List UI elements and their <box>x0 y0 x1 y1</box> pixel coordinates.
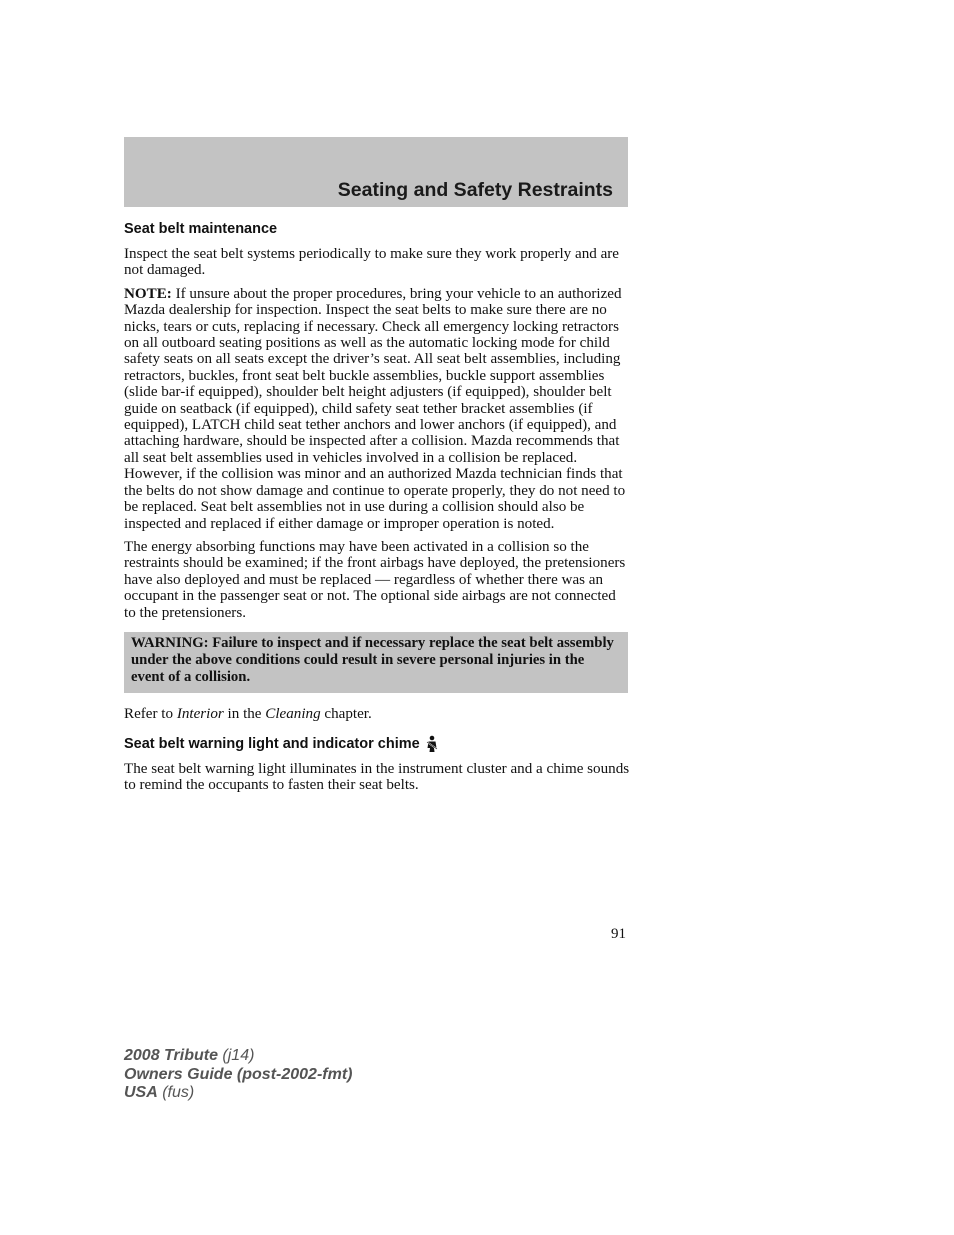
warning-box: WARNING: Failure to inspect and if necessary replace the seat belt assembly under the above conditions could result in severe personal injuries in the event of a collision. <box>124 632 628 693</box>
note-label: NOTE: <box>124 285 172 302</box>
footer-market: USA <box>124 1084 158 1101</box>
refer-prefix: Refer to <box>124 706 177 723</box>
chapter-title: Seating and Safety Restraints <box>337 179 613 201</box>
refer-middle: in the <box>223 706 266 723</box>
footer-line-2 <box>124 1066 352 1085</box>
chapter-header-band <box>124 137 628 207</box>
section-heading-chime <box>124 734 630 754</box>
energy-paragraph: The energy absorbing functions may have been activated in a collision so the restraints should be examined; if the front airbags have deployed, the pretensioners have also deployed and must be replaced — regardless of whether there was an occupant in the passenger seat or not. The optional side airbags are not connected to the pretensioners. <box>124 538 626 621</box>
refer-cleaning: Cleaning <box>265 706 321 723</box>
refer-suffix: chapter. <box>320 706 372 723</box>
document-footer <box>124 1047 352 1103</box>
footer-model: 2008 Tribute <box>124 1047 218 1064</box>
intro-paragraph: Inspect the seat belt systems periodically to make sure they work properly and are not damaged. <box>124 246 619 279</box>
note-text: If unsure about the proper procedures, bring your vehicle to an authorized Mazda dealership for inspection. Inspect the seat belts to make sure there are no nicks, tears or cuts, replacing if necessary. Check all emergency locking retractors on all outboard seating positions as well as the automatic locking mode for child safety seats on all seats except the driver’s seat. All seat belt assemblies, including retractors, buckles, front seat belt buckle assemblies, buckle support assemblies (slide bar-if equipped), shoulder belt height adjusters (if equipped), shoulder belt guide on seatback (if equipped), child safety seat tether bracket assemblies (if equipped), LATCH child seat tether anchors and lower anchors (if equipped), and attaching hardware, should be inspected after a collision. Mazda recommends that all seat belt assemblies used in vehicles involved in a collision be replaced. However, if the collision was minor and an authorized Mazda technician finds that the belts do not show damage and continue to operate properly, they do not need to be replaced. Seat belt assemblies not in use during a collision should also be inspected and replaced if either damage or improper operation is noted. <box>124 285 626 532</box>
seat-belt-icon <box>424 735 440 753</box>
section-heading-maintenance: Seat belt maintenance <box>124 221 278 237</box>
footer-line-1 <box>124 1047 352 1066</box>
chime-paragraph: The seat belt warning light illuminates in the instrument cluster and a chime sounds to remind the occupants to fasten their seat belts. <box>124 760 630 794</box>
footer-model-code: (j14) <box>217 1047 255 1064</box>
footer-line-3 <box>124 1084 352 1103</box>
footer-market-code: (fus) <box>157 1084 195 1101</box>
page-content <box>124 219 630 801</box>
note-paragraph <box>124 286 630 532</box>
page-number: 91 <box>611 926 626 942</box>
refer-interior: Interior <box>176 706 224 723</box>
footer-guide: Owners Guide (post-2002-fmt) <box>124 1065 353 1083</box>
section-heading-chime-text: Seat belt warning light and indicator chime <box>124 735 420 752</box>
refer-paragraph <box>124 706 630 722</box>
